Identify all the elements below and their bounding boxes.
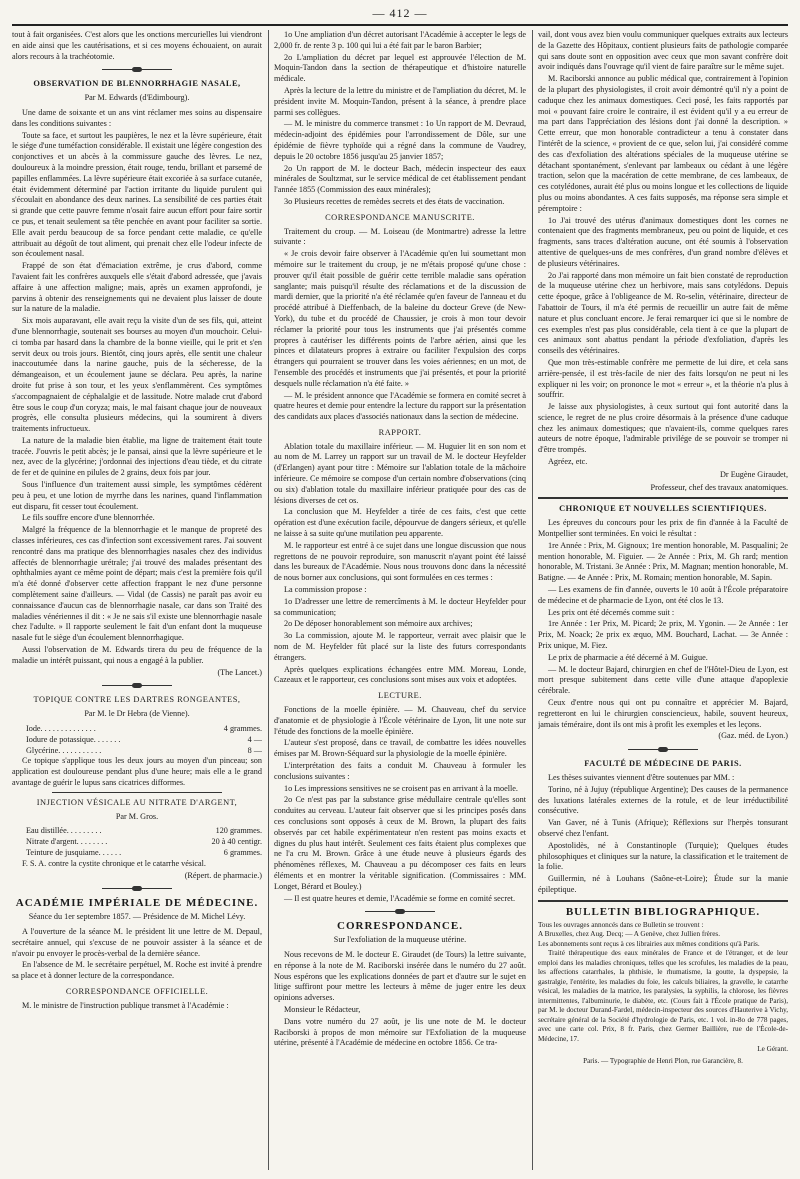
manuscrite-title: CORRESPONDANCE MANUSCRITE.: [325, 212, 475, 222]
column-divider: [268, 30, 269, 1170]
paragraph: Les prix ont été décernés comme suit :: [548, 607, 675, 617]
paragraph: A l'ouverture de la séance M. le président lit une lettre de M. Depaul, secrétaire annuel, qui s'excuse de ne pouvoir assister à la séance et de n'avoir pu envoyer le procès-verbal de la dernière séance.: [12, 926, 262, 958]
ornament-divider: [365, 908, 435, 916]
paragraph: Les épreuves du concours pour les prix de fin d'année à la Faculté de Montpellier sont terminées. En voici le résultat :: [538, 518, 788, 539]
paragraph: Fonctions de la moelle épinière. — M. Chauveau, chef du service d'anatomie et de physiologie à l'École vétérinaire de Lyon, lit une note sur l'étude des fonctions de la moelle épinière.: [274, 705, 526, 736]
recipe-line: Glycérine. . . . . . . . . . . 8 —: [26, 745, 262, 755]
imprint: Paris. — Typographie de Henri Plon, rue Garancière, 8.: [583, 1056, 743, 1065]
paragraph: La conclusion que M. Heyfelder a tirée de ces faits, c'est que cette opération est d'une exécution facile, dépourvue de dangers sérieux, et qu'elle ne laisse à sa suite qu'une mutilation peu apparente.: [274, 507, 526, 539]
paragraph: Apostolidès, né à Constantinople (Turquie); Quelques études philosophiques et cliniques sur la nature, la classification et le traitement de la folie.: [538, 840, 788, 872]
paragraph: Six mois auparavant, elle avait reçu la visite d'un de ses fils, qui, atteint d'une blennorrhagie, soutenait ses bourses au moyen d'un mouchoir. Celui-ci tomba par hasard dans la chambre de la bonne vieille, qui le prit et s'en servit deux ou trois jours. Bientôt, cinq jours après, elle sentit une chaleur inaccoutumée dans la narine gauche, puis de la sécheresse, de la démangeaison, et un écoulement jaune se déclara. Peu après, la narine droite fut prise à son tour, et les yeux s'enflammèrent. Ces symptômes s'accompagnaient de céphalalgie et de lassitude. Notre malade crut d'abord être sous le coup d'un coryza; mais, le mal faisant chaque jour de nouveaux progrès, elle consulta plusieurs médecins, qui la soumirent à divers traitements infructueux.: [12, 316, 262, 434]
paragraph: — Les examens de fin d'année, ouverts le 10 août à l'École préparatoire de médecine et de pharmacie de Lyon, ont été clos le 13.: [538, 585, 788, 605]
lecture-title: LECTURE.: [378, 691, 422, 701]
paragraph: La commission propose :: [284, 585, 367, 595]
column-middle: [274, 30, 526, 1170]
paragraph: M. le rapporteur est entré à ce sujet dans une longue discussion que nous regrettons de ne pouvoir reproduire, son manuscrit n'ayant point été laissé dans les bureaux de l'Académie. Nous nous trouvons donc dans la nécessité de nous borner aux conclusions, qui sont formulées en ces termes :: [274, 540, 526, 583]
paragraph: 1re Année : 1er Prix, M. Picard; 2e prix, M. Ygonin. — 2e Année : 1er Prix, M. Noack; 2e prix ex æquo, MM. Bouchard, Lachat. — 3e Année : Prix unique, M. Fiez.: [538, 619, 788, 651]
paragraph: Sous l'influence d'un traitement aussi simple, les symptômes cédèrent peu à peu, et une lotion de myrrhe dans les narines, quand l'inflammation eut disparu, fit cesser tout écoulement.: [12, 480, 262, 511]
observation-author: Par M. Edwards (d'Edimbourg).: [84, 93, 190, 103]
top-rule: [12, 24, 788, 26]
paragraph: — M. le président annonce que l'Académie se formera en comité secret à quatre heures et demie pour entendre la lecture du rapport sur la présentation des candidats aux places d'associés nationaux dans la section de médecine.: [274, 390, 526, 422]
signature-name: Dr Eugène Giraudet,: [720, 469, 788, 479]
recipe-line: Iode. . . . . . . . . . . . . . 4 grammes.: [26, 724, 262, 734]
paragraph: L'interprétation des faits a conduit M. Chauveau à formuler les conclusions suivantes :: [274, 761, 526, 781]
rapport-title: RAPPORT.: [378, 427, 422, 437]
paragraph: « Je crois devoir faire observer à l'Académie qu'en lui soumettant mon mémoire sur le traitement du croup, je ne m'étais proposé qu'une chose : prouver qu'il était possible de guérir cette terrible maladie sans opération sanglante; mais puisqu'il résulte des réclamations et de la discussion de mardi dernier, que la priorité n'a été réclamée qu'en faveur de l'anneau et du procédé attribué à Dieffenbach, de la baleine du docteur Greve (de New-York), du tube et du procédé de Chaussier, je crois à mon tour devoir réclamer la priorité pour tous les instruments que j'ai présentés comme propres à cautériser les différents points de l'arbre aérien, ainsi que les pinces et dilatateurs propres à extraire ou faciliter l'expulsion des corps étrangers qui pourraient se trouver dans les voies aériennes; en un mot, de l'ensemble des procédés et instruments que j'ai présentés, et pour la priorité desquels nulle réclamation n'a été faite. »: [274, 249, 526, 388]
paragraph: M. Raciborski annonce au public médical que, contrairement à l'opinion de la plupart des physiologistes, il croit avoir démontré qu'il n'y a point de caduque chez les animaux domestiques. Ceci posé, les faits rapportés par moi « pouvant faire croire le contraire, il est évident qu'il y a eu erreur de ma part dans l'appréciation des lésions dont j'ai donné la description. » Cette erreur, que mon honorable contradicteur a tenu à constater dans l'intérêt de la science, « provient de ce que, selon lui, j'ai considéré comme des cas d'exfoliation des altérations spéciales de la muqueuse utérine se détachant spontanément, s'enlevant par lambeaux ou cédant à une légère traction, selon que la macération de cette membrane, de ces lambeaux, de ces cotylédones, aurait été plus ou moins longue et les collections de liquide plus ou moins abondantes. A ces faits supposés, ma réponse sera simple et péremptoire :: [538, 74, 788, 213]
paragraph: 2o De déposer honorablement son mémoire aux archives;: [284, 619, 473, 629]
paragraph: Toute sa face, et surtout les paupières, le nez et la lèvre supérieure, était le siége d'une tuméfaction considérable. Il existait une légère congestion des conjonctives et un abcès à la commissure gauche des lèvres. Le nez, douloureux à la moindre pression, était rouge, tendu, brillant et parsemé de papilles enflammées. La lèvre supérieure était excoriée à sa surface cutanée, était évidemment déterminé par l'action irritante du liquide purulent qui s'écoulait en abondance des deux narines. La sensibilité de ces parties était si grande que cette pauvre femme n'osait faire aucun effort pour faire sortir ce pus, et tenait seulement sa tête penchée en avant pour faciliter sa sortie. Elle avait perdu beaucoup de sa force pendant cette maladie, ce qu'elle attribuait au dégoût de tout aliment, qui prenait chez elle l'odeur infecte de son écoulement nasal.: [12, 130, 262, 259]
ornament-divider: [102, 682, 172, 690]
paragraph: Le prix de pharmacie a été décerné à M. Guigue.: [548, 652, 708, 662]
paragraph: Frappé de son état d'émaciation extrême, je crus d'abord, comme l'avaient fait les confrères auxquels elle s'était d'abord adressée, que j'avais affaire à une affection maligne; mais, après un examen approfondi, je parvins à obtenir des renseignements qui ne devaient plus laisser de doute sur la nature de la maladie.: [12, 261, 262, 314]
bulletin-title: BULLETIN BIBLIOGRAPHIQUE.: [565, 905, 761, 918]
correspondance-subtitle: Sur l'exfoliation de la muqueuse utérine.: [333, 935, 467, 945]
paragraph: 2o L'ampliation du décret par lequel est approuvée l'élection de M. Moquin-Tandon dans la section de thérapeutique et d'histoire naturelle médicale.: [274, 52, 526, 84]
paragraph: Ablation totale du maxillaire inférieur. — M. Huguier lit en son nom et au nom de M. Larrey un rapport sur un travail de M. le docteur Heyfelder (d'Erlangen) ayant pour titre : Mémoire sur l'ablation totale de la mâchoire inférieure. Ce mémoire se compose d'un certain nombre d'observations (cinq ou six) d'ablation totale du maxillaire inférieur pratiquée pour des cas de lésions diverses de cet os.: [274, 441, 526, 505]
columns: [12, 30, 788, 1170]
paragraph: L'auteur s'est proposé, dans ce travail, de combattre les idées nouvelles émises par M. Brown-Séquard sur la physiologie de la moelle épinière.: [274, 738, 526, 759]
short-rule: [52, 792, 222, 793]
paragraph: Agréez, etc.: [548, 457, 588, 467]
gerant-label: Le Gérant.: [757, 1045, 788, 1054]
paragraph: Ceux d'entre nous qui ont pu connaître et apprécier M. Bajard, regretteront en lui le chirurgien consciencieux, habile, souvent heureux, jamais téméraire, dont ils ont mis à profit les exemples et les leçons.: [538, 698, 788, 729]
paragraph: Le fils souffre encore d'une blennorrhée.: [22, 513, 155, 523]
paragraph: 1o J'ai trouvé des utérus d'animaux domestiques dont les cornes ne contenaient que des fragments membraneux, peu ou point de liquide, et ces fragments, sans traces d'altération aucune, ont été soumis à l'observation attentive de quelques-uns de mes confrères, d'un grand nombre d'élèves et de plusieurs vétérinaires.: [538, 215, 788, 268]
paragraph: Que mon très-estimable confrère me permette de lui dire, et cela sans arrière-pensée, il est très-facile de nier des faits lorsqu'on ne peut ni les expliquer ni les voir; on prononce le mot « erreur », et la théorie n'a plus à souffrir.: [538, 357, 788, 400]
intro-paragraph: tout à fait organisées. C'est alors que les onctions mercurielles lui viendront en aide ainsi que les cautérisations, et si ces moyens échouaient, on aurait alors recours à la trachéotomie.: [12, 30, 262, 61]
paragraph: 3o La commission, ajoute M. le rapporteur, verrait avec plaisir que le nom de M. Heyfelder fût placé sur la liste des futurs correspondants étrangers.: [274, 631, 526, 662]
paragraph: Guillermin, né à Louhans (Saône-et-Loire); Étude sur la manie épileptique.: [538, 874, 788, 894]
bulletin-entry: Traité thérapeutique des eaux minérales de France et de l'étranger, et de leur emploi dans les maladies chroniques, telles que les scrofules, les maladies de la peau, les affections catarrhales, la phthisie, le rhumatisme, la goutte, la dyspepsie, la gastralgie, l'entérite, les maladies du foie, les calculs biliaires, la gravelle, le catarrhe vésical, les maladies de la matrice, les paralysies, la syphilis, la chlorose, les fièvres intermittentes, l'albuminurie, le diabète, etc. (Cours fait à l'École pratique de Paris), par M. le docteur Durand-Fardel, médecin-inspecteur des sources d'Hauterive à Vichy, secrétaire général de la Société d'hydrologie de Paris, etc. 1 vol. in-8o de 778 pages, avec une carte col. Prix, 8 fr. Paris, chez Germer Baillière, rue de l'École-de-Médecine, 17.: [538, 949, 788, 1043]
paragraph: Van Gaver, né à Tunis (Afrique); Réflexions sur l'herpès tonsurant observé chez l'enfant.: [538, 818, 788, 838]
paragraph: vail, dont vous avez bien voulu communiquer quelques extraits aux lecteurs de la Gazette des Hôpitaux, contient plusieurs faits de pathologie comparée qui sans doute sont en opposition avec ceux que mon savant confrère doit avoir indiqués dans l'ouvrage qu'il vient de faire paraître sur le même sujet.: [538, 30, 788, 72]
topique-author: Par M. le Dr Hebra (de Vienne).: [84, 709, 190, 719]
recipe-line: Eau distillée. . . . . . . . . 120 grammes.: [26, 826, 262, 836]
chronique-title: CHRONIQUE ET NOUVELLES SCIENTIFIQUES.: [559, 504, 767, 514]
paragraph: 2o J'ai rapporté dans mon mémoire un fait bien constaté de reproduction de la muqueuse utérine chez un herbivore, mais sans cotylédons. Depuis cette époque, grâce à l'obligeance de M. Ro-selin, vétérinaire, directeur de l'abattoir de Tours, il m'a été permis de recueillir un autre fait de même nature et plus concluant encore. Je ferai remarquer ici que si le nombre de ces exemples n'est pas plus considérable, cela tient à ce que la plupart de ces animaux sont abattus pendant la période d'exfoliation, d'après les conseils des vétérinaires.: [538, 270, 788, 356]
ornament-divider: [628, 746, 698, 754]
paragraph: 1re Année : Prix, M. Gignoux; 1re mention honorable, M. Pasqualini; 2e mention honorable, M. Figuier. — 2e Année : Prix, M. Gh rard; mention honorable, M. Tristani. 3e Année : Prix, M. Magnan; mention honorable, M. Batigne. — 4e Année : Prix, M. Romain; mention honorable, M. Sapin.: [538, 540, 788, 583]
paragraph: La nature de la maladie bien établie, ma ligne de traitement était toute tracée. J'ouvris le petit abcès; je le pansai, ainsi que la lèvre supérieure et le nez, avec de la glycérine; j'ordonnai des injections d'eau tiède, et du citrate de fer et de quinine en pilules de 2 grains, deux fois par jour.: [12, 435, 262, 478]
paragraph: Aussi l'observation de M. Edwards tirera du peu de fréquence de la maladie un intérêt puissant, qui nous a engagé à la publier.: [12, 645, 262, 665]
double-rule: [538, 900, 788, 902]
bulletin-note: A Bruxelles, chez Aug. Decq; — A Genève, chez Jullien frères.: [538, 930, 721, 939]
column-right: [538, 30, 788, 1170]
injection-author: Par M. Gros.: [115, 811, 159, 821]
ornament-divider: [102, 885, 172, 893]
faculte-title: FACULTÉ DE MÉDECINE DE PARIS.: [584, 759, 742, 769]
paragraph: Nous recevons de M. le docteur E. Giraudet (de Tours) la lettre suivante, en réponse à la note de M. Raciborski insérée dans le numéro du 27 août. Nous espérons que les explications données de part et d'autre sur le sujet en litige suffiront pour mettre les lecteurs à même de juger entre les deux opinions adverses.: [274, 949, 526, 1003]
observation-title: OBSERVATION DE BLENNORRHAGIE NASALE,: [33, 79, 241, 89]
paragraph: Une dame de soixante et un ans vint réclamer mes soins au dispensaire dans les conditions suivantes :: [12, 107, 262, 128]
source-citation: (The Lancet.): [217, 667, 262, 677]
column-left: [12, 30, 262, 1170]
column-divider: [532, 30, 533, 1170]
paragraph: F. S. A. contre la cystite chronique et le catarrhe vésical.: [22, 858, 206, 868]
paragraph: — Il est quatre heures et demie, l'Académie se forme en comité secret.: [284, 893, 516, 903]
topique-title: TOPIQUE CONTRE LES DARTRES RONGEANTES,: [33, 695, 241, 705]
source-citation: (Gaz. méd. de Lyon.): [718, 731, 788, 741]
correspondance-officielle-title: CORRESPONDANCE OFFICIELLE.: [65, 986, 209, 996]
paragraph: Monsieur le Rédacteur,: [284, 1004, 361, 1014]
recipe-line: Teinture de jusquiame. . . . . . 6 grammes.: [26, 847, 262, 857]
page-number: — 412 —: [372, 6, 428, 20]
paragraph: Malgré la fréquence de la blennorrhagie et le manque de propreté des classes inférieures, ces cas d'infection sont excessivement rares. J'ai souvent rencontré dans ma pratique des blennorrhagies nasales chez des individus affectés de blennorrhagie urétrale; j'ai trouvé des malades présentant des ophthalmies ayant ce même point de départ; mais c'est la première fois qu'il m'a été donné d'observer cette affection frappant le nez d'une personne complètement saine d'ailleurs. — Vidal (de Cassis) ne paraît pas avoir eu connaissance d'aucun cas de blennorrhagie nasale, car dans son Traité des maladies vénériennes il dit : « Je ne sais s'il existe une blennorrhagie nasale chez l'adulte. » Il rapporte seulement le fait d'un enfant dont la muqueuse nasale fut le siège d'un écoulement blennorrhagique.: [12, 525, 262, 643]
academie-session: Séance du 1er septembre 1857. — Présidence de M. Michel Lévy.: [28, 912, 246, 922]
paragraph: Dans votre numéro du 27 août, je lis une note de M. le docteur Raciborski à propos de mon mémoire sur l'Exfoliation de la muqueuse utérine, présenté à l'Académie de médecine en octobre 1856. Ce tra-: [274, 1016, 526, 1048]
paragraph: Après la lecture de la lettre du ministre et de l'ampliation du décret, M. le président invite M. Moquin-Tandon, présent à la séance, à prendre place parmi ses collègues.: [274, 85, 526, 117]
paragraph: 1o Les impressions sensitives ne se croisent pas en arrivant à la moelle.: [284, 783, 518, 793]
recipe-line: Nitrate d'argent. . . . . . . . 20 à 40 centigr.: [26, 837, 262, 847]
paragraph: Les thèses suivantes viennent d'être soutenues par MM. :: [548, 773, 735, 782]
injection-title: INJECTION VÉSICALE AU NITRATE D'ARGENT,: [36, 797, 238, 807]
recipe-line: Iodure de potassique. . . . . . . 4 —: [26, 734, 262, 744]
paragraph: Après quelques explications échangées entre MM. Moreau, Londe, Cazeaux et le rapporteur, ces conclusions sont mises aux voix et adoptées.: [274, 664, 526, 685]
ornament-divider: [102, 66, 172, 74]
bulletin-note: Tous les ouvrages annoncés dans ce Bulletin se trouvent :: [538, 920, 704, 929]
paragraph: M. le ministre de l'instruction publique transmet à l'Académie :: [22, 1000, 229, 1010]
paragraph: 1o Une ampliation d'un décret autorisant l'Académie à accepter le legs de 2,000 fr. de rente 3 p. 100 qui lui a été fait par le baron Barbier;: [274, 30, 526, 50]
paragraph: 2o Ce n'est pas par la substance grise médullaire centrale qu'elles sont conduites au cerveau. L'auteur fait observer que si les principes posés dans ces conclusions sont opposés à ceux de M. Brown, la plupart des faits observés par cet habile expérimentateur n'en restent pas moins exacts et dignes du plus haut intérêt. Seulement ces faits étaient plus complexes que ne l'a cru M. Brown. Grâce à une étude neuve à plusieurs égards des phénomènes réflexes, M. Chauveau a pu décomposer ces faits en leurs éléments et en montrer la véritable signification. (Commissaires : MM. Longet, Bérard et Bouley.): [274, 795, 526, 891]
academie-title: ACADÉMIE IMPÉRIALE DE MÉDECINE.: [15, 897, 259, 910]
paragraph: Ce topique s'applique tous les deux jours au moyen d'un pinceau; son application est douloureuse pendant plus d'une heure; mais elle a le grand avantage de guérir le lupus sans cicatrices difformes.: [12, 756, 262, 787]
paragraph: — M. le ministre du commerce transmet : 1o Un rapport de M. Devraud, médecin-adjoint des épidémies pour l'arrondissement de Dôle, sur une épidémie de fièvre typhoïde qui a régné dans la commune de Vaudrey, depuis le 20 octobre 1856 jusqu'au 25 janvier 1857;: [274, 119, 526, 161]
paragraph: Traitement du croup. — M. Loiseau (de Montmartre) adresse la lettre suivante :: [274, 226, 526, 247]
paragraph: 3o Plusieurs recettes de remèdes secrets et des états de vaccination.: [284, 196, 505, 206]
paragraph: En l'absence de M. le secrétaire perpétuel, M. Roche est invité à prendre sa place et à donner lecture de la correspondance.: [12, 960, 262, 981]
paragraph: — M. le docteur Bajard, chirurgien en chef de l'Hôtel-Dieu de Lyon, est mort presque subitement dans cette ville d'une attaque d'apoplexie cérébrale.: [538, 664, 788, 696]
bulletin-note: Les abonnements sont reçus à ces librairies aux mêmes conditions qu'à Paris.: [538, 939, 760, 948]
paragraph: 1o D'adresser une lettre de remercîments à M. le docteur Heyfelder pour sa communication;: [274, 596, 526, 617]
source-citation: (Répert. de pharmacie.): [184, 870, 262, 880]
paragraph: 2o Un rapport de M. le docteur Bach, médecin inspecteur des eaux minérales de Soultzmat, sur le service médical de cet établissement pendant l'année 1855 (Commission des eaux minérales);: [274, 163, 526, 195]
paragraph: Je laisse aux physiologistes, à ceux surtout qui font autorité dans la science, le regret de ne plus croire désormais à la présence d'une caduque chez les animaux domestiques; que n'avaient-ils, comme quelques rares auteurs de notre époque, l'admirable privilége de se pouvoir se tromper ni d'être trompés.: [538, 402, 788, 455]
double-rule: [538, 497, 788, 499]
paragraph: Torino, né à Jujuy (république Argentine); Des causes de la permanence des luxations latérales externes de la rotule, et de leur irréductibilité consécutive.: [538, 784, 788, 816]
signature-title: Professeur, chef des travaux anatomiques.: [650, 482, 788, 492]
correspondance-title: CORRESPONDANCE.: [337, 920, 463, 933]
